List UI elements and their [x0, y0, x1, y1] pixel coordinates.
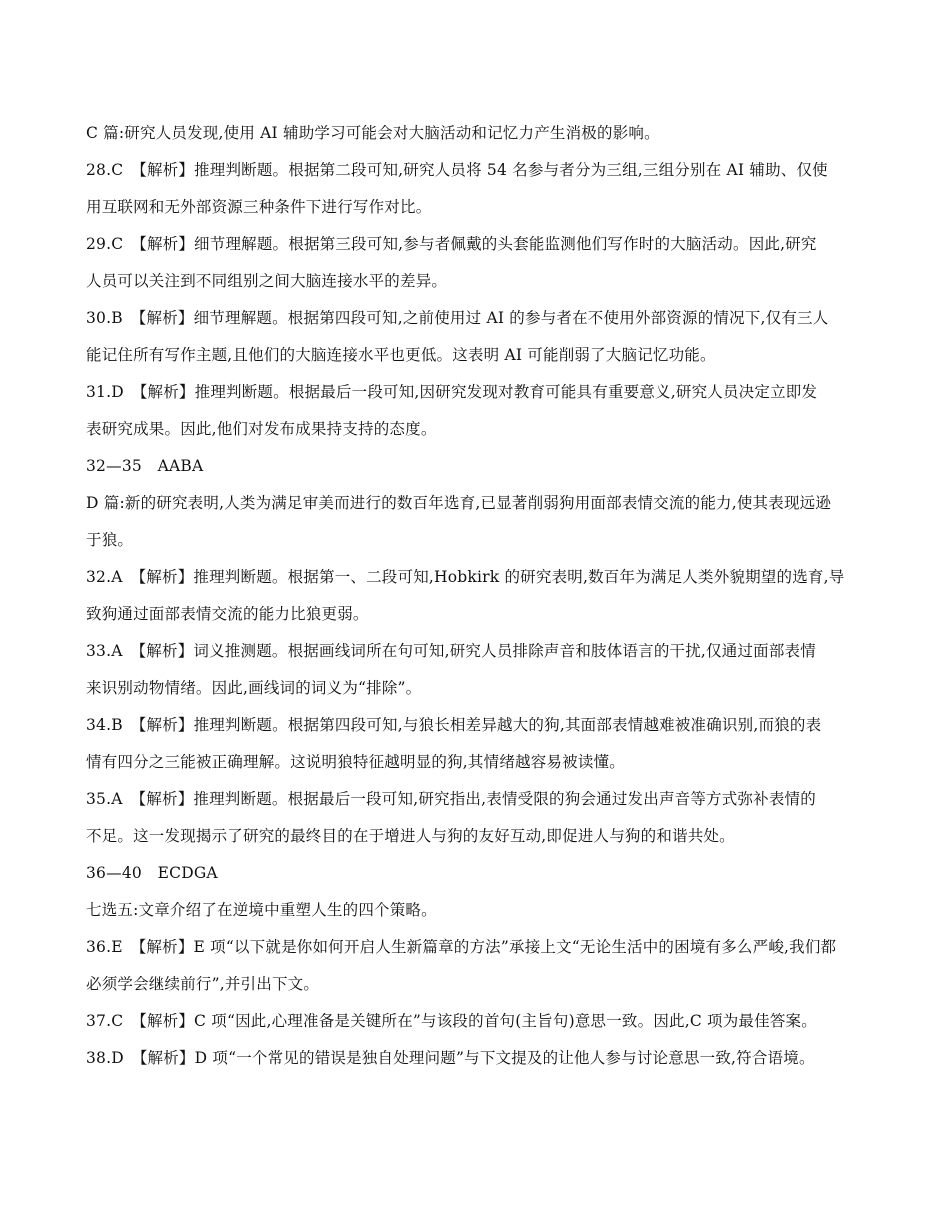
answer-31-line-2: 表研究成果。因此,他们对发布成果持支持的态度。 — [86, 420, 437, 438]
section-d-summary-line-1: D 篇:新的研究表明,人类为满足审美而进行的数百年选育,已显著削弱狗用面部表情交流的能力,使其表现远逊 — [86, 494, 832, 512]
answer-31-line-1: 31.D 【解析】推理判断题。根据最后一段可知,因研究发现对教育可能具有重要意义,研究人员决定立即发 — [86, 383, 818, 401]
answer-33-line-1: 33.A 【解析】词义推测题。根据画线词所在句可知,研究人员排除声音和肢体语言的干扰,仅通过面部表情 — [86, 642, 816, 660]
answers-36-40: 36—40 ECDGA — [86, 864, 218, 882]
answer-38: 38.D 【解析】D 项“一个常见的错误是独自处理问题”与下文提及的让他人参与讨论意思一致,符合语境。 — [86, 1049, 815, 1067]
answer-36-line-2: 必须学会继续前行”,并引出下文。 — [86, 975, 320, 993]
seven-choose-five-summary: 七选五:文章介绍了在逆境中重塑人生的四个策略。 — [86, 901, 437, 919]
answer-32-line-2: 致狗通过面部表情交流的能力比狼更弱。 — [86, 605, 369, 623]
answer-34-line-1: 34.B 【解析】推理判断题。根据第四段可知,与狼长相差异越大的狗,其面部表情越难被准确识别,而狼的表 — [86, 716, 822, 734]
answer-36-line-1: 36.E 【解析】E 项“以下就是你如何开启人生新篇章的方法”承接上文“无论生活中的困境有多么严峻,我们都 — [86, 938, 837, 956]
answer-30-line-1: 30.B 【解析】细节理解题。根据第四段可知,之前使用过 AI 的参与者在不使用外部资源的情况下,仅有三人 — [86, 309, 829, 327]
answer-34-line-2: 情有四分之三能被正确理解。这说明狼特征越明显的狗,其情绪越容易被读懂。 — [86, 753, 625, 771]
section-c-summary: C 篇:研究人员发现,使用 AI 辅助学习可能会对大脑活动和记忆力产生消极的影响。 — [86, 124, 660, 142]
answer-35-line-2: 不足。这一发现揭示了研究的最终目的在于增进人与狗的友好互动,即促进人与狗的和谐共处。 — [86, 827, 735, 845]
answer-30-line-2: 能记住所有写作主题,且他们的大脑连接水平也更低。这表明 AI 可能削弱了大脑记忆功能。 — [86, 346, 716, 364]
answer-37: 37.C 【解析】C 项“因此,心理准备是关键所在”与该段的首句(主旨句)意思一致。因此,C 项为最佳答案。 — [86, 1012, 817, 1030]
section-d-summary-line-2: 于狼。 — [86, 531, 134, 549]
answers-32-35: 32—35 AABA — [86, 457, 204, 475]
answer-29-line-1: 29.C 【解析】细节理解题。根据第三段可知,参与者佩戴的头套能监测他们写作时的大脑活动。因此,研究 — [86, 235, 817, 253]
answer-32-line-1: 32.A 【解析】推理判断题。根据第一、二段可知,Hobkirk 的研究表明,数百年为满足人类外貌期望的选育,导 — [86, 568, 845, 586]
answer-28-line-2: 用互联网和无外部资源三种条件下进行写作对比。 — [86, 198, 432, 216]
answer-35-line-1: 35.A 【解析】推理判断题。根据最后一段可知,研究指出,表情受限的狗会通过发出声音等方式弥补表情的 — [86, 790, 816, 808]
answer-29-line-2: 人员可以关注到不同组别之间大脑连接水平的差异。 — [86, 272, 448, 290]
answer-28-line-1: 28.C 【解析】推理判断题。根据第二段可知,研究人员将 54 名参与者分为三组,三组分别在 AI 辅助、仅使 — [86, 161, 828, 179]
answer-33-line-2: 来识别动物情绪。因此,画线词的词义为“排除”。 — [86, 679, 422, 697]
